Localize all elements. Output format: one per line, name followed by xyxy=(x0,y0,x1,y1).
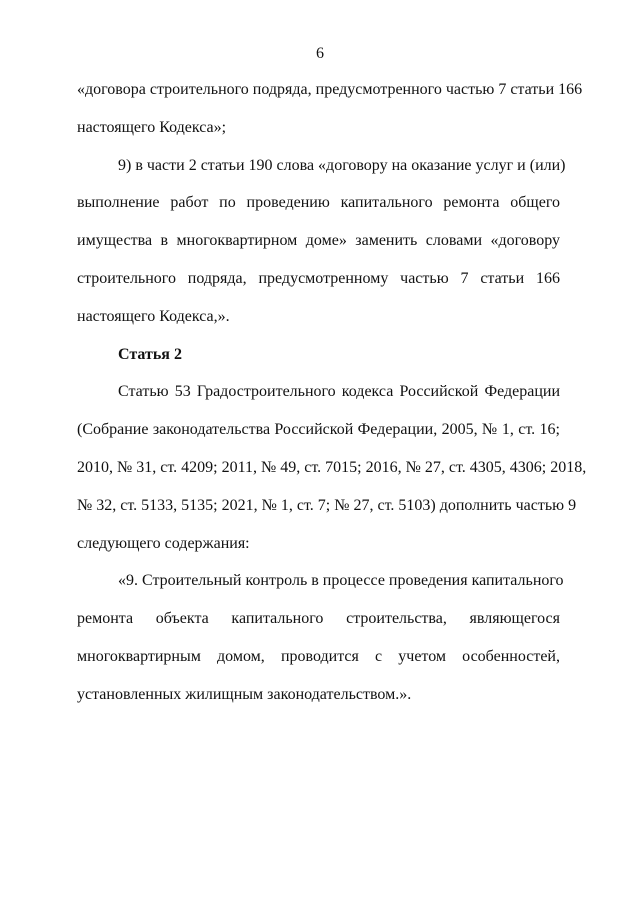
page-number: 6 xyxy=(316,45,324,62)
article-heading: Статья 2 xyxy=(118,345,182,363)
text-line: Статью 53 Градостроительного кодекса Российской Федерации xyxy=(118,383,560,401)
text-line: ремонта объекта капитального строительства, являющегося xyxy=(77,610,560,628)
text-line: «договора строительного подряда, предусмотренного частью 7 статьи 166 xyxy=(77,81,583,98)
text-line: установленных жилищным законодательством.». xyxy=(77,685,412,703)
text-line: настоящего Кодекса,». xyxy=(77,307,230,325)
text-line: (Собрание законодательства Российской Федерации, 2005, № 1, ст. 16; xyxy=(77,421,560,439)
text-line: настоящего Кодекса»; xyxy=(77,118,227,136)
text-line: 9) в части 2 статьи 190 слова «договору на оказание услуг и (или) xyxy=(118,156,566,174)
text-line: выполнение работ по проведению капитального ремонта общего xyxy=(77,194,560,212)
text-line: строительного подряда, предусмотренному частью 7 статьи 166 xyxy=(77,269,560,287)
text-line: «9. Строительный контроль в процессе проведения капитального xyxy=(118,572,564,590)
text-line: имущества в многоквартирном доме» заменить словами «договору xyxy=(77,232,560,250)
text-line: следующего содержания: xyxy=(77,534,250,552)
text-line: многоквартирным домом, проводится с учетом особенностей, xyxy=(77,647,560,665)
text-line: № 32, ст. 5133, 5135; 2021, № 1, ст. 7; № 27, ст. 5103) дополнить частью 9 xyxy=(77,496,577,514)
document-body xyxy=(77,80,587,723)
text-line: 2010, № 31, ст. 4209; 2011, № 49, ст. 7015; 2016, № 27, ст. 4305, 4306; 2018, xyxy=(77,458,587,476)
